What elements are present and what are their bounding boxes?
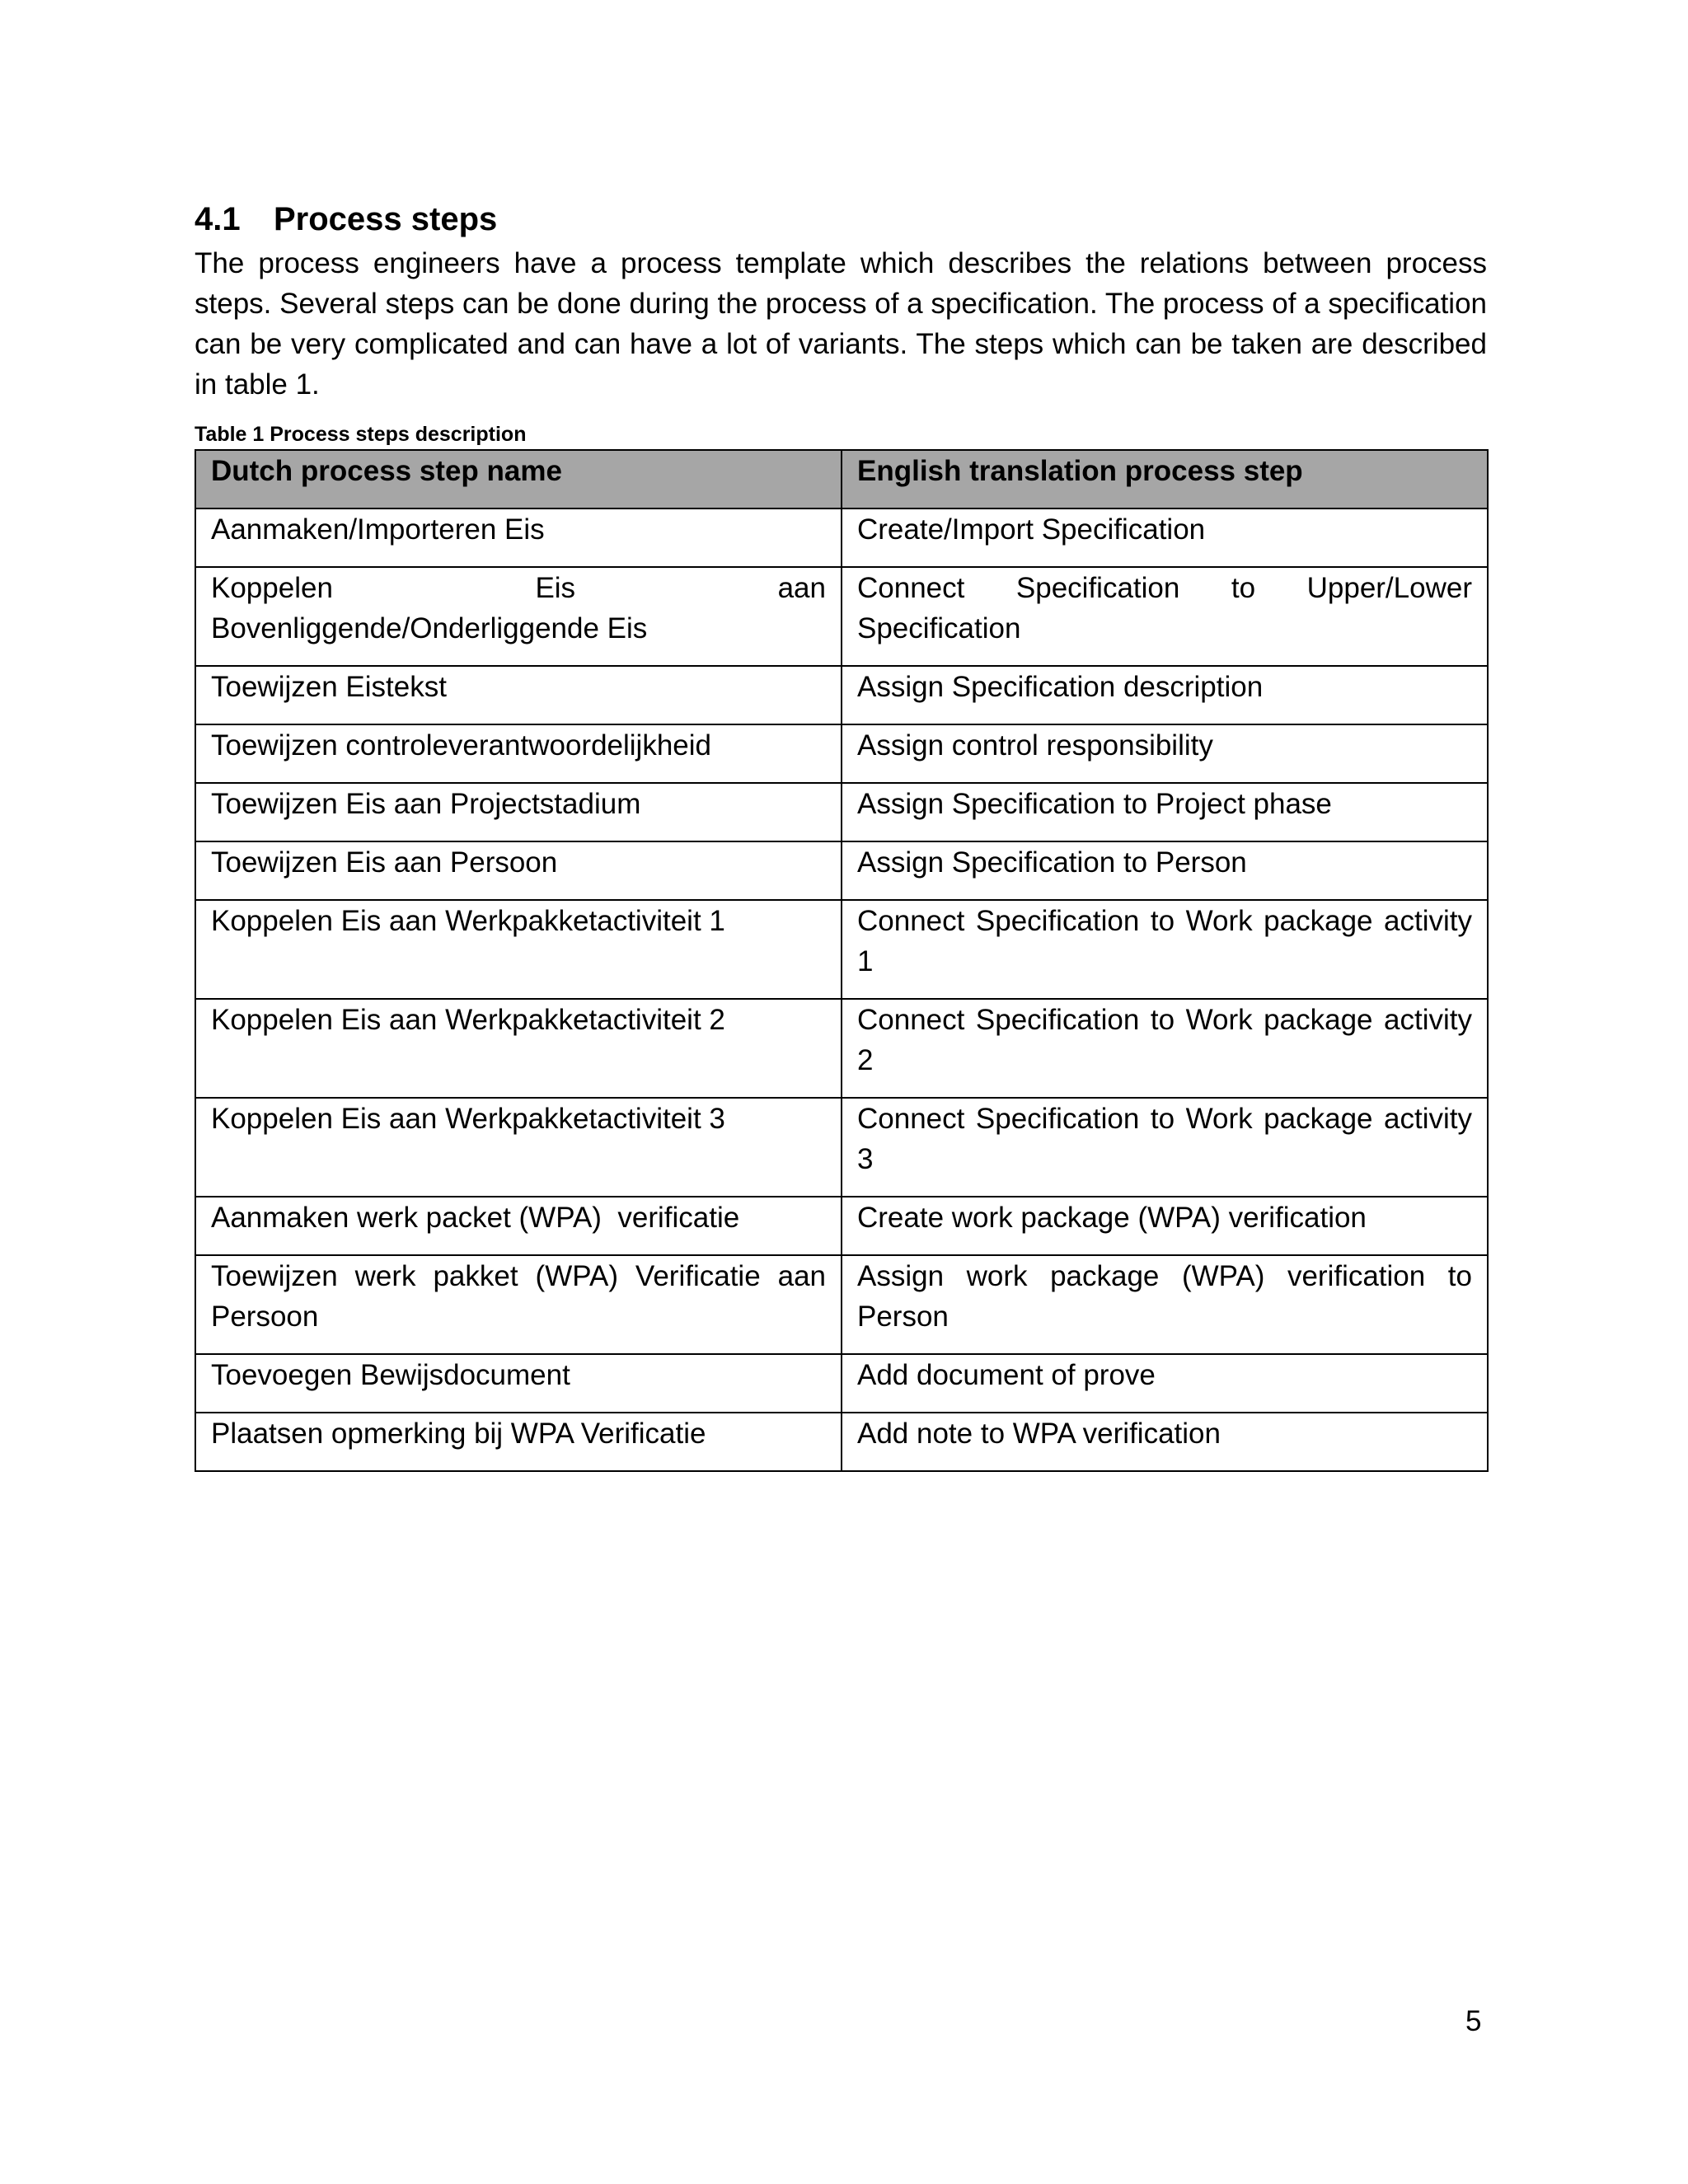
section-number: 4.1 xyxy=(195,201,241,237)
english-step-cell: Add document of prove xyxy=(842,1354,1488,1413)
english-step-cell: Connect Specification to Work package activity 3 xyxy=(842,1098,1488,1197)
english-step-cell: Assign Specification description xyxy=(842,666,1488,724)
table-row xyxy=(195,567,1488,666)
table-row xyxy=(195,724,1488,783)
table-row xyxy=(195,1354,1488,1413)
dutch-step-cell: Koppelen Eis aan Werkpakketactiviteit 2 xyxy=(195,999,842,1098)
table-row xyxy=(195,1098,1488,1197)
dutch-step-cell: Plaatsen opmerking bij WPA Verificatie xyxy=(195,1413,842,1471)
table-caption: Table 1 Process steps description xyxy=(195,423,527,446)
dutch-step-cell: Toewijzen Eis aan Projectstadium xyxy=(195,783,842,841)
table-header-row xyxy=(195,450,1488,509)
header-english: English translation process step xyxy=(842,450,1488,509)
dutch-step-cell: Toevoegen Bewijsdocument xyxy=(195,1354,842,1413)
page-number: 5 xyxy=(1465,2005,1482,2037)
table-row xyxy=(195,841,1488,900)
english-step-cell: Add note to WPA verification xyxy=(842,1413,1488,1471)
dutch-step-cell: Toewijzen werk pakket (WPA) Verificatie aan Persoon xyxy=(195,1255,842,1354)
english-step-cell: Create/Import Specification xyxy=(842,509,1488,567)
table-row xyxy=(195,666,1488,724)
table-row xyxy=(195,999,1488,1098)
english-step-cell: Assign control responsibility xyxy=(842,724,1488,783)
process-steps-table xyxy=(195,449,1489,1472)
table-row xyxy=(195,1255,1488,1354)
english-step-cell: Connect Specification to Work package activity 1 xyxy=(842,900,1488,999)
table-row xyxy=(195,1197,1488,1255)
section-heading xyxy=(195,196,497,242)
english-step-cell: Connect Specification to Upper/Lower Specification xyxy=(842,567,1488,666)
dutch-step-cell: Koppelen Eis aan Werkpakketactiviteit 3 xyxy=(195,1098,842,1197)
table-row xyxy=(195,509,1488,567)
dutch-step-cell: Toewijzen Eis aan Persoon xyxy=(195,841,842,900)
section-title: Process steps xyxy=(274,201,498,237)
table-row xyxy=(195,783,1488,841)
english-step-cell: Assign Specification to Person xyxy=(842,841,1488,900)
table-row xyxy=(195,1413,1488,1471)
dutch-step-cell: Toewijzen Eistekst xyxy=(195,666,842,724)
dutch-step-cell: Aanmaken werk packet (WPA) verificatie xyxy=(195,1197,842,1255)
english-step-cell: Assign work package (WPA) verification to Person xyxy=(842,1255,1488,1354)
dutch-step-cell: Toewijzen controleverantwoordelijkheid xyxy=(195,724,842,783)
english-step-cell: Assign Specification to Project phase xyxy=(842,783,1488,841)
table-row xyxy=(195,900,1488,999)
intro-paragraph: The process engineers have a process template which describes the relations between process steps. Several steps can be done during the process of a specification. The process of a specification can be very complicated and can have a lot of variants. The steps which can be taken are described in table 1. xyxy=(195,247,1487,401)
dutch-step-cell: Aanmaken/Importeren Eis xyxy=(195,509,842,567)
dutch-step-cell: Koppelen Eis aan Bovenliggende/Onderliggende Eis xyxy=(195,567,842,666)
english-step-cell: Connect Specification to Work package activity 2 xyxy=(842,999,1488,1098)
header-dutch: Dutch process step name xyxy=(195,450,842,509)
english-step-cell: Create work package (WPA) verification xyxy=(842,1197,1488,1255)
dutch-step-cell: Koppelen Eis aan Werkpakketactiviteit 1 xyxy=(195,900,842,999)
